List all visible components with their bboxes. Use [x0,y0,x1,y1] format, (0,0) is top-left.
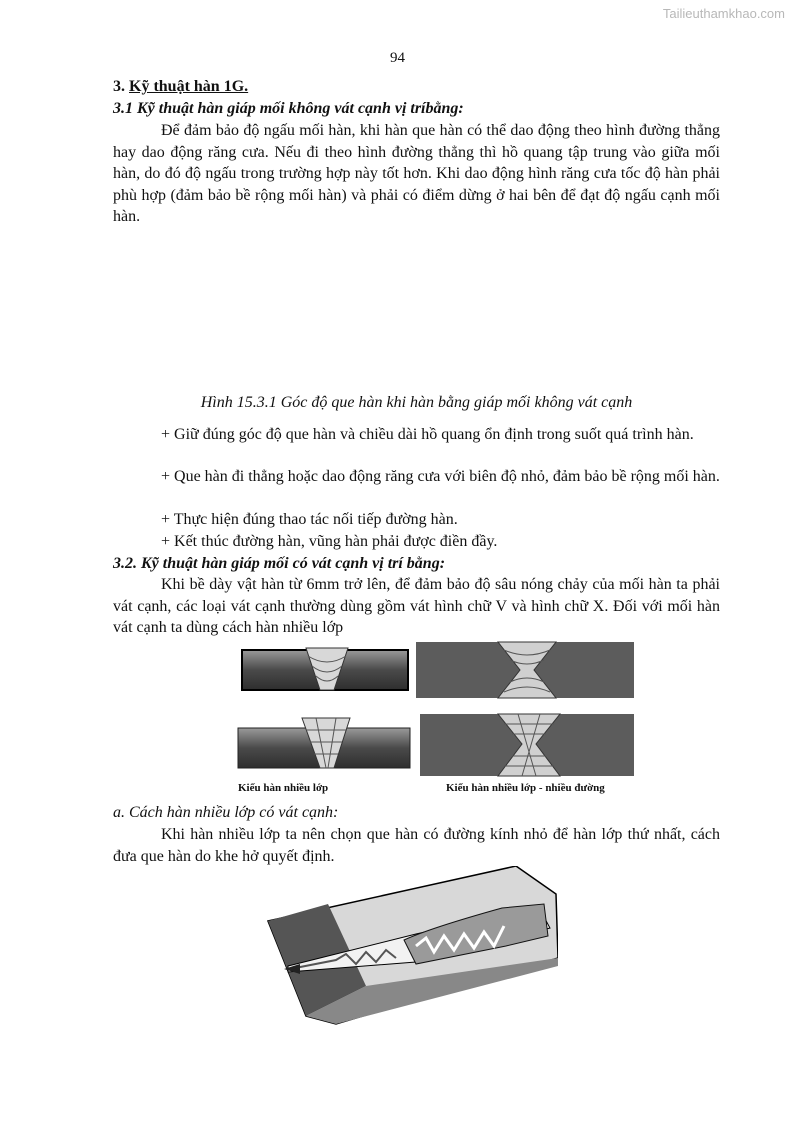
section-3-2-title: 3.2. Kỹ thuật hàn giáp mối có vát cạnh vị trí bằng: [113,555,446,572]
figure-label-left: Kiểu hàn nhiều lớp [238,782,329,794]
heading-title: Kỹ thuật hàn 1G. [129,78,249,95]
watermark: Tailieuthamkhao.com [662,6,785,21]
section-3-2-paragraph: Khi bề dày vật hàn từ 6mm trở lên, để đảm bảo độ sâu nóng chảy của mối hàn ta phải vát cạnh, các loại vát cạnh thường dùng gồm vát hình chữ V và hình chữ X. Đối với mối hàn vát cạnh ta dùng cách hàn nhiều lớp [113,576,720,636]
bullet-4: + Kết thúc đường hàn, vũng hàn phải được điền đầy. [161,533,498,550]
multilayer-weld-figure [236,638,638,798]
bullet-1: + Giữ đúng góc độ que hàn và chiều dài hồ quang ổn định trong suốt quá trình hàn. [161,426,694,443]
electrode-weaving-figure [266,866,558,1026]
bullet-2: + Que hàn đi thẳng hoặc dao động răng cưa với biên độ nhỏ, đảm bảo bề rộng mối hàn. [161,468,720,485]
section-3-1-paragraph: Để đảm bảo độ ngấu mối hàn, khi hàn que hàn có thể dao động theo hình đường thẳng hay dao động răng cưa. Nếu đi theo hình đường thẳng thì hồ quang tập trung vào giữa mối hàn, do đó độ ngấu trong trường hợp này tốt hơn. Khi dao động hình răng cưa tốc độ hàn phải phù hợp (đảm bảo bề rộng mối hàn) và phải có điểm dừng ở hai bên để đạt độ ngấu cạnh mối hàn. [113,122,720,225]
section-3-1-title: 3.1 Kỹ thuật hàn giáp mối không vát cạnh vị tríbằng: [113,100,464,117]
figure-label-right: Kiểu hàn nhiều lớp - nhiều đường [446,782,605,794]
subsection-a-title: a. Cách hàn nhiều lớp có vát cạnh: [113,804,339,821]
bullet-3: + Thực hiện đúng thao tác nối tiếp đường hàn. [161,511,458,528]
heading [113,76,720,98]
subsection-a-paragraph: Khi hàn nhiều lớp ta nên chọn que hàn có đường kính nhỏ để hàn lớp thứ nhất, cách đưa que hàn do khe hở quyết định. [113,826,720,865]
heading-number: 3. [113,78,125,95]
figure-caption: Hình 15.3.1 Góc độ que hàn khi hàn bằng giáp mối không vát cạnh [200,394,633,411]
page-number: 94 [390,50,405,66]
